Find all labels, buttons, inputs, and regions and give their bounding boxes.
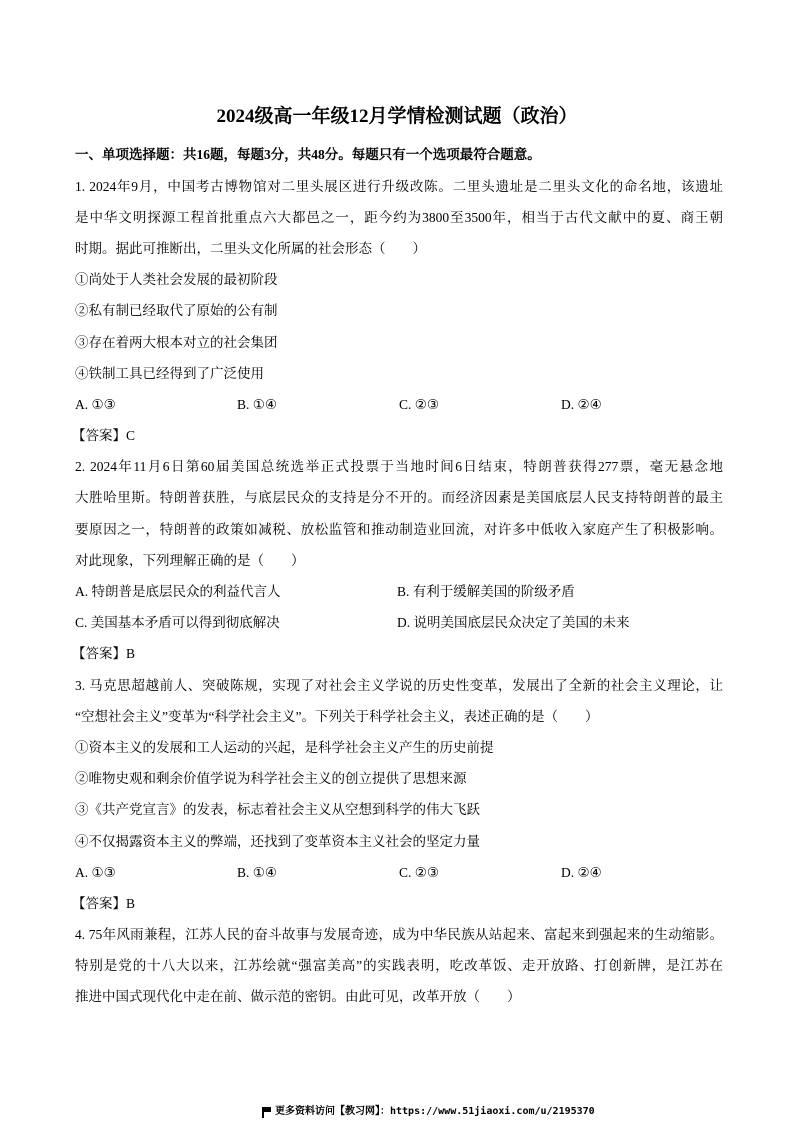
question-stem-line: 时期。据此可推断出，二里头文化所属的社会形态（ ） xyxy=(75,240,426,256)
question-stem-line: 特别是党的十八大以来，江苏绘就“强富美高”的实践表明，吃改革饭、走开放路、打创新牌，是江苏在 xyxy=(75,958,723,974)
answer-line: 【答案】C xyxy=(72,428,136,444)
options-row xyxy=(75,857,723,888)
option-a: A. 特朗普是底层民众的利益代言人 xyxy=(75,584,281,600)
question-2 xyxy=(72,451,723,669)
option-c: C. ②③ xyxy=(399,864,439,880)
statement-item: ②私有制已经取代了原始的公有制 xyxy=(75,303,278,319)
statement-item: ①尚处于人类社会发展的最初阶段 xyxy=(75,272,278,288)
option-c: C. 美国基本矛盾可以得到彻底解决 xyxy=(75,615,280,631)
section-header: 一、单项选择题：共16题，每题3分，共48分。每题只有一个选项最符合题意。 xyxy=(75,147,541,163)
statement-item: ③存在着两大根本对立的社会集团 xyxy=(75,334,278,350)
question-stem-line: “空想社会主义”变革为“科学社会主义”。下列关于科学社会主义，表述正确的是（ ） xyxy=(75,708,599,724)
option-d: D. ②④ xyxy=(561,864,602,880)
flag-icon xyxy=(261,1107,271,1118)
option-c: C. ②③ xyxy=(399,396,439,412)
option-b: B. 有利于缓解美国的阶级矛盾 xyxy=(397,584,575,600)
question-stem-line: 4. 75年风雨兼程，江苏人民的奋斗故事与发展奇迹，成为中华民族从站起来、富起来到强起来的生动缩影。 xyxy=(75,927,723,943)
option-b: B. ①④ xyxy=(237,396,277,412)
question-3 xyxy=(72,670,723,920)
question-stem-line: 要原因之一，特朗普的政策如减税、放松监管和推动制造业回流，对许多中低收入家庭产生了积极影响。 xyxy=(75,521,723,537)
question-4 xyxy=(75,919,723,1013)
statement-item: ④不仅揭露资本主义的弊端，还找到了变革资本主义社会的坚定力量 xyxy=(75,833,480,849)
option-d: D. 说明美国底层民众决定了美国的未来 xyxy=(397,615,630,631)
option-a: A. ①③ xyxy=(75,864,116,880)
options-row xyxy=(75,576,723,607)
question-stem-line: 大胜哈里斯。特朗普获胜，与底层民众的支持是分不开的。而经济因素是美国底层人民支持特朗普的最主 xyxy=(75,490,723,506)
question-1 xyxy=(72,171,723,452)
question-stem-line: 2. 2024年11月6日第60届美国总统选举正式投票于当地时间6日结束，特朗普获得277票，毫无悬念地 xyxy=(75,459,723,475)
answer-line: 【答案】B xyxy=(72,895,136,911)
statement-item: ③《共产党宣言》的发表，标志着社会主义从空想到科学的伟大飞跃 xyxy=(75,802,480,818)
statement-item: ①资本主义的发展和工人运动的兴起，是科学社会主义产生的历史前提 xyxy=(75,739,494,755)
statement-item: ④铁制工具已经得到了广泛使用 xyxy=(75,365,264,381)
option-d: D. ②④ xyxy=(561,396,602,412)
footer-link[interactable]: https://www.51jiaoxi.com/u/2195370 xyxy=(390,1106,595,1117)
question-stem-line: 是中华文明探源工程首批重点六大都邑之一，距今约为3800至3500年，相当于古代文献中的夏、商王朝 xyxy=(75,209,723,225)
question-stem-line: 对此现象，下列理解正确的是（ ） xyxy=(75,552,305,568)
question-stem-line: 1. 2024年9月，中国考古博物馆对二里头展区进行升级改陈。二里头遗址是二里头文化的命名地，该遗址 xyxy=(75,178,723,194)
question-stem-line: 3. 马克思超越前人、突破陈规，实现了对社会主义学说的历史性变革，发展出了全新的社会主义理论，让 xyxy=(75,677,723,693)
statement-item: ②唯物史观和剩余价值学说为科学社会主义的创立提供了思想来源 xyxy=(75,771,467,787)
footer-prefix: 更多资料访问【教习网】： xyxy=(275,1106,390,1117)
document-body xyxy=(72,139,723,1012)
options-row xyxy=(75,389,723,420)
question-stem-line: 推进中国式现代化中走在前、做示范的密钥。由此可见，改革开放（ ） xyxy=(75,989,521,1005)
page-title: 2024级高一年级12月学情检测试题（政治） xyxy=(216,106,578,127)
answer-line: 【答案】B xyxy=(72,646,136,662)
options-row xyxy=(75,607,723,638)
option-b: B. ①④ xyxy=(237,864,277,880)
option-a: A. ①③ xyxy=(75,396,116,412)
page-footer xyxy=(261,1105,595,1119)
